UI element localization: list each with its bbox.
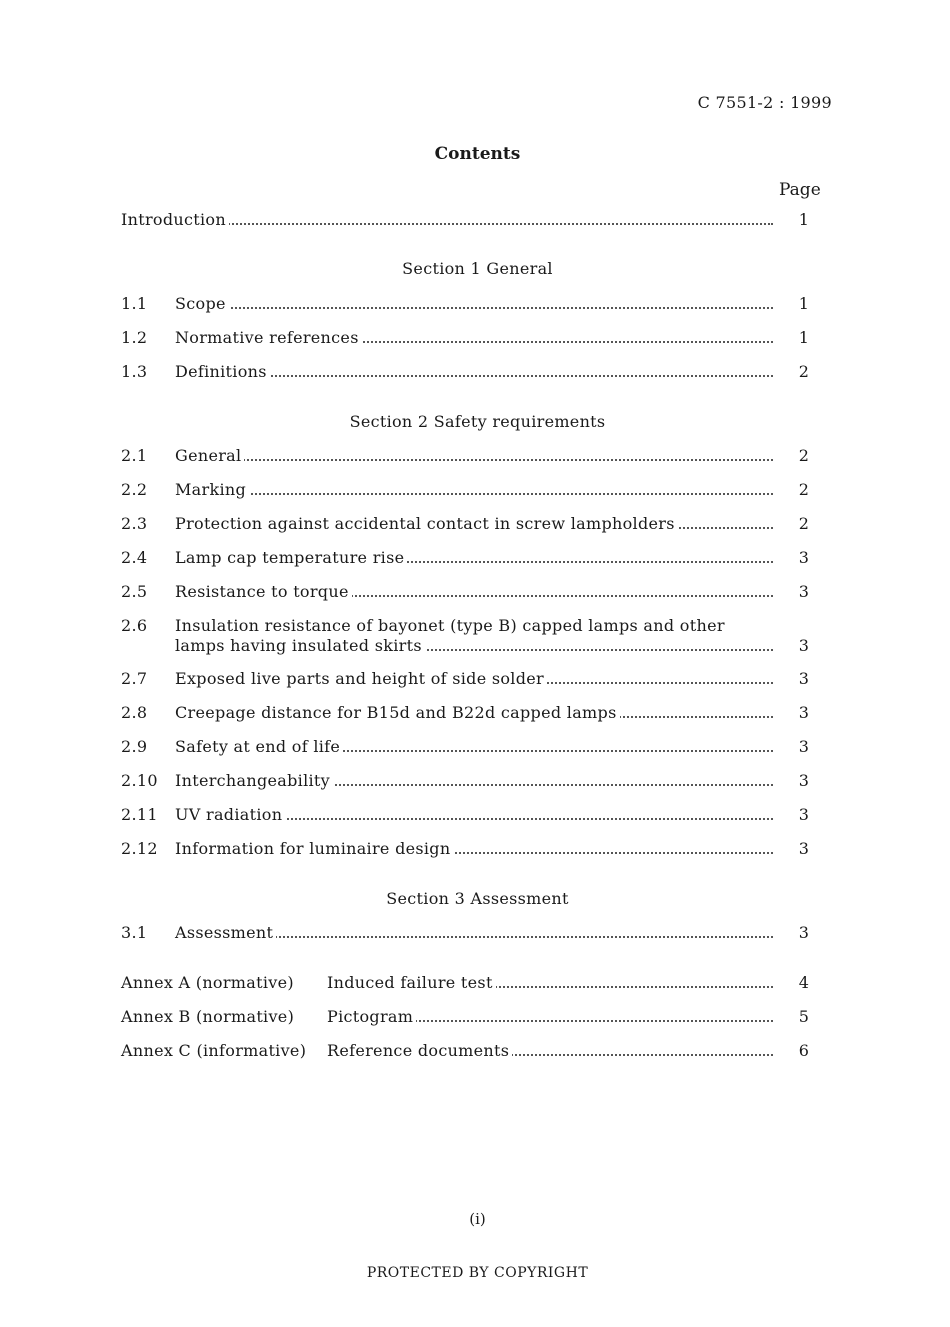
toc-entry-2-10[interactable] <box>121 771 811 793</box>
toc-entry-title: Induced failure test <box>327 973 496 992</box>
toc-entry-2-3[interactable] <box>121 514 811 536</box>
toc-entry-annex-a[interactable] <box>121 973 811 995</box>
toc-entry-2-7[interactable] <box>121 669 811 691</box>
annex-label: Annex A (normative) <box>121 973 294 992</box>
toc-entry-title: Definitions <box>175 362 270 381</box>
toc-entry-number: 2.12 <box>121 839 158 858</box>
toc-entry-title: UV radiation <box>175 805 285 824</box>
toc-entry-page: 2 <box>798 362 810 381</box>
toc-entry-page: 3 <box>798 582 810 601</box>
dot-leader <box>175 493 773 495</box>
toc-entry-title: Information for luminaire design <box>175 839 453 858</box>
toc-entry-2-11[interactable] <box>121 805 811 827</box>
toc-entry-1-1[interactable] <box>121 294 811 316</box>
toc-entry-2-6[interactable] <box>121 616 811 660</box>
toc-entry-number: 2.9 <box>121 737 148 756</box>
section-2-heading: Section 2 Safety requirements <box>349 412 606 431</box>
toc-entry-title: Pictogram <box>327 1007 416 1026</box>
toc-entry-number: 2.8 <box>121 703 148 722</box>
toc-entry-2-8[interactable] <box>121 703 811 725</box>
toc-entry-2-9[interactable] <box>121 737 811 759</box>
toc-entry-annex-c[interactable] <box>121 1041 811 1063</box>
toc-entry-title: Safety at end of life <box>175 737 343 756</box>
toc-entry-page: 6 <box>798 1041 810 1060</box>
toc-entry-number: 2.2 <box>121 480 148 499</box>
toc-entry-page: 3 <box>798 548 810 567</box>
toc-entry-1-2[interactable] <box>121 328 811 350</box>
page-folio: (i) <box>469 1210 486 1228</box>
toc-entry-page: 3 <box>798 703 810 722</box>
toc-entry-introduction[interactable] <box>121 210 811 232</box>
annex-label: Annex B (normative) <box>121 1007 295 1026</box>
page-column-heading: Page <box>779 180 821 200</box>
toc-entry-number: 2.3 <box>121 514 148 533</box>
toc-entry-2-1[interactable] <box>121 446 811 468</box>
copyright-notice: PROTECTED BY COPYRIGHT <box>366 1265 589 1281</box>
toc-entry-number: 1.1 <box>121 294 148 313</box>
toc-entry-page: 1 <box>798 294 810 313</box>
toc-entry-page: 1 <box>798 328 810 347</box>
toc-entry-title: Marking <box>175 480 249 499</box>
toc-entry-page: 4 <box>798 973 810 992</box>
toc-entry-title: General <box>175 446 244 465</box>
toc-entry-title: Interchangeability <box>175 771 333 790</box>
toc-entry-title: Insulation resistance of bayonet (type B) capped lamps and other <box>175 616 725 635</box>
toc-entry-2-12[interactable] <box>121 839 811 861</box>
toc-entry-page: 3 <box>798 737 810 756</box>
section-3-heading: Section 3 Assessment <box>386 889 569 908</box>
section-1-heading: Section 1 General <box>402 259 553 278</box>
toc-entry-title: Resistance to torque <box>175 582 352 601</box>
toc-entry-page: 2 <box>798 446 810 465</box>
toc-entry-page: 3 <box>798 839 810 858</box>
toc-entry-number: 2.6 <box>121 616 148 635</box>
toc-entry-page: 3 <box>798 923 810 942</box>
toc-entry-number: 1.3 <box>121 362 148 381</box>
toc-entry-number: 2.5 <box>121 582 148 601</box>
toc-entry-number: 3.1 <box>121 923 148 942</box>
toc-entry-title: Lamp cap temperature rise <box>175 548 407 567</box>
toc-entry-title: Assessment <box>175 923 276 942</box>
toc-entry-number: 2.10 <box>121 771 158 790</box>
toc-entry-title: Protection against accidental contact in screw lampholders <box>175 514 678 533</box>
toc-entry-page: 3 <box>798 771 810 790</box>
toc-entry-title-continued: lamps having insulated skirts <box>175 636 425 655</box>
toc-entry-page: 2 <box>798 514 810 533</box>
toc-entry-title: Scope <box>175 294 229 313</box>
toc-entry-title: Exposed live parts and height of side solder <box>175 669 547 688</box>
toc-entry-2-4[interactable] <box>121 548 811 570</box>
dot-leader <box>175 307 773 309</box>
toc-entry-title: Normative references <box>175 328 362 347</box>
toc-entry-page: 3 <box>798 669 810 688</box>
toc-entry-number: 2.7 <box>121 669 148 688</box>
toc-entry-number: 1.2 <box>121 328 148 347</box>
toc-entry-page: 3 <box>798 805 810 824</box>
document-id: C 7551-2 : 1999 <box>697 93 832 112</box>
toc-entry-title: Reference documents <box>327 1041 512 1060</box>
toc-entry-1-3[interactable] <box>121 362 811 384</box>
annex-label: Annex C (informative) <box>121 1041 307 1060</box>
toc-entry-page: 5 <box>798 1007 810 1026</box>
toc-entry-number: 2.1 <box>121 446 148 465</box>
toc-entry-page: 2 <box>798 480 810 499</box>
toc-entry-page: 1 <box>798 210 810 229</box>
toc-entry-title: Creepage distance for B15d and B22d capped lamps <box>175 703 620 722</box>
toc-entry-2-2[interactable] <box>121 480 811 502</box>
toc-entry-title: Introduction <box>121 210 229 229</box>
toc-entry-3-1[interactable] <box>121 923 811 945</box>
toc-entry-number: 2.11 <box>121 805 158 824</box>
toc-entry-number: 2.4 <box>121 548 148 567</box>
contents-title: Contents <box>434 144 521 164</box>
toc-entry-annex-b[interactable] <box>121 1007 811 1029</box>
dot-leader <box>175 459 773 461</box>
toc-entry-2-5[interactable] <box>121 582 811 604</box>
toc-entry-page: 3 <box>798 636 810 655</box>
